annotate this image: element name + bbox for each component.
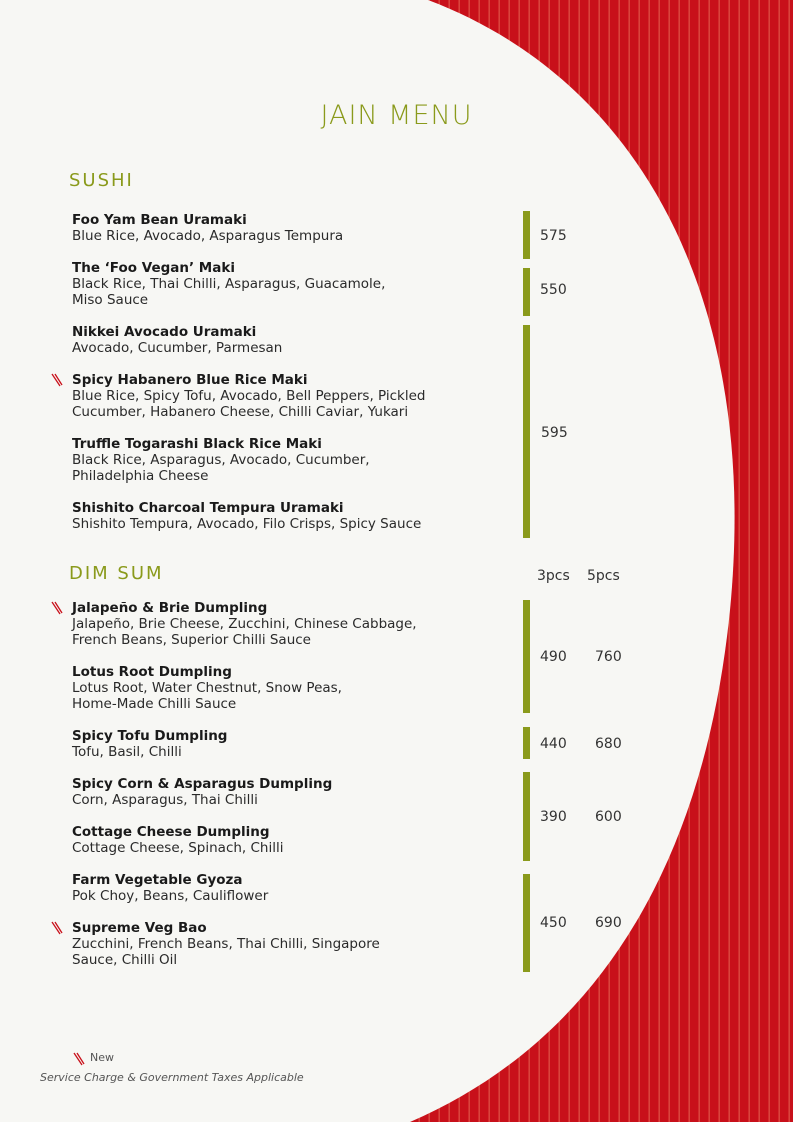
item-desc: Black Rice, Thai Chilli, Asparagus, Guacamole, Miso Sauce	[72, 276, 386, 308]
price-bar	[523, 211, 530, 259]
chopsticks-new-icon	[51, 921, 63, 935]
menu-item	[72, 872, 512, 904]
price-bar	[523, 325, 530, 538]
menu-item	[72, 824, 512, 856]
menu-item	[72, 776, 512, 808]
price: 550	[540, 282, 567, 298]
item-desc: Lotus Root, Water Chestnut, Snow Peas, Home-Made Chilli Sauce	[72, 680, 342, 712]
price-3pcs: 440	[540, 736, 567, 752]
page-title: JAIN MENU	[320, 100, 473, 131]
price-bar	[523, 727, 530, 759]
price-5pcs: 680	[595, 736, 622, 752]
price-bar	[523, 772, 530, 861]
item-name: Supreme Veg Bao	[72, 920, 207, 936]
price: 595	[541, 425, 568, 441]
footer-note: Service Charge & Government Taxes Applicable	[40, 1071, 304, 1084]
price-5pcs: 600	[595, 809, 622, 825]
item-name: Farm Vegetable Gyoza	[72, 872, 243, 888]
price-3pcs: 490	[540, 649, 567, 665]
item-name: Shishito Charcoal Tempura Uramaki	[72, 500, 344, 516]
chopsticks-new-icon	[51, 373, 63, 387]
item-name: Nikkei Avocado Uramaki	[72, 324, 257, 340]
dimsum-heading: DIM SUM	[69, 563, 164, 584]
price-bar	[523, 600, 530, 713]
item-desc: Corn, Asparagus, Thai Chilli	[72, 792, 258, 808]
sushi-heading: SUSHI	[69, 170, 134, 191]
menu-item	[72, 436, 402, 484]
chopsticks-new-icon	[51, 601, 63, 615]
menu-item	[72, 260, 412, 308]
item-name: Spicy Corn & Asparagus Dumpling	[72, 776, 333, 792]
item-desc: Tofu, Basil, Chilli	[72, 744, 182, 760]
price: 575	[540, 228, 567, 244]
item-desc: Shishito Tempura, Avocado, Filo Crisps, Spicy Sauce	[72, 516, 422, 532]
price-5pcs: 690	[595, 915, 622, 931]
item-desc: Blue Rice, Avocado, Asparagus Tempura	[72, 228, 344, 244]
price-bar	[523, 874, 530, 972]
item-desc: Black Rice, Asparagus, Avocado, Cucumber, Philadelphia Cheese	[72, 452, 370, 484]
menu-item	[72, 500, 512, 532]
price-5pcs: 760	[595, 649, 622, 665]
menu-item	[72, 324, 512, 356]
item-desc: Blue Rice, Spicy Tofu, Avocado, Bell Peppers, Pickled Cucumber, Habanero Cheese, Chilli Caviar, Yukari	[72, 388, 426, 420]
item-name: Spicy Habanero Blue Rice Maki	[72, 372, 308, 388]
menu-item	[72, 212, 512, 244]
item-name: Lotus Root Dumpling	[72, 664, 232, 680]
legend-new-label: New	[90, 1051, 114, 1064]
chopsticks-legend-icon	[73, 1052, 85, 1066]
price-3pcs: 450	[540, 915, 567, 931]
menu-item	[72, 372, 452, 420]
menu-item	[72, 920, 412, 968]
item-name: Cottage Cheese Dumpling	[72, 824, 270, 840]
item-desc: Jalapeño, Brie Cheese, Zucchini, Chinese Cabbage, French Beans, Superior Chilli Sauce	[72, 616, 417, 648]
item-name: Spicy Tofu Dumpling	[72, 728, 228, 744]
menu-item	[72, 600, 452, 648]
menu-item	[72, 728, 512, 760]
item-desc: Pok Choy, Beans, Cauliflower	[72, 888, 269, 904]
item-name: Jalapeño & Brie Dumpling	[72, 600, 268, 616]
price-bar	[523, 268, 530, 316]
item-name: Truffle Togarashi Black Rice Maki	[72, 436, 322, 452]
column-header-3pcs: 3pcs	[537, 568, 570, 584]
item-desc: Avocado, Cucumber, Parmesan	[72, 340, 283, 356]
menu-item	[72, 664, 372, 712]
column-header-5pcs: 5pcs	[587, 568, 620, 584]
item-desc: Zucchini, French Beans, Thai Chilli, Singapore Sauce, Chilli Oil	[72, 936, 380, 968]
price-3pcs: 390	[540, 809, 567, 825]
item-name: Foo Yam Bean Uramaki	[72, 212, 247, 228]
item-desc: Cottage Cheese, Spinach, Chilli	[72, 840, 284, 856]
item-name: The ‘Foo Vegan’ Maki	[72, 260, 235, 276]
